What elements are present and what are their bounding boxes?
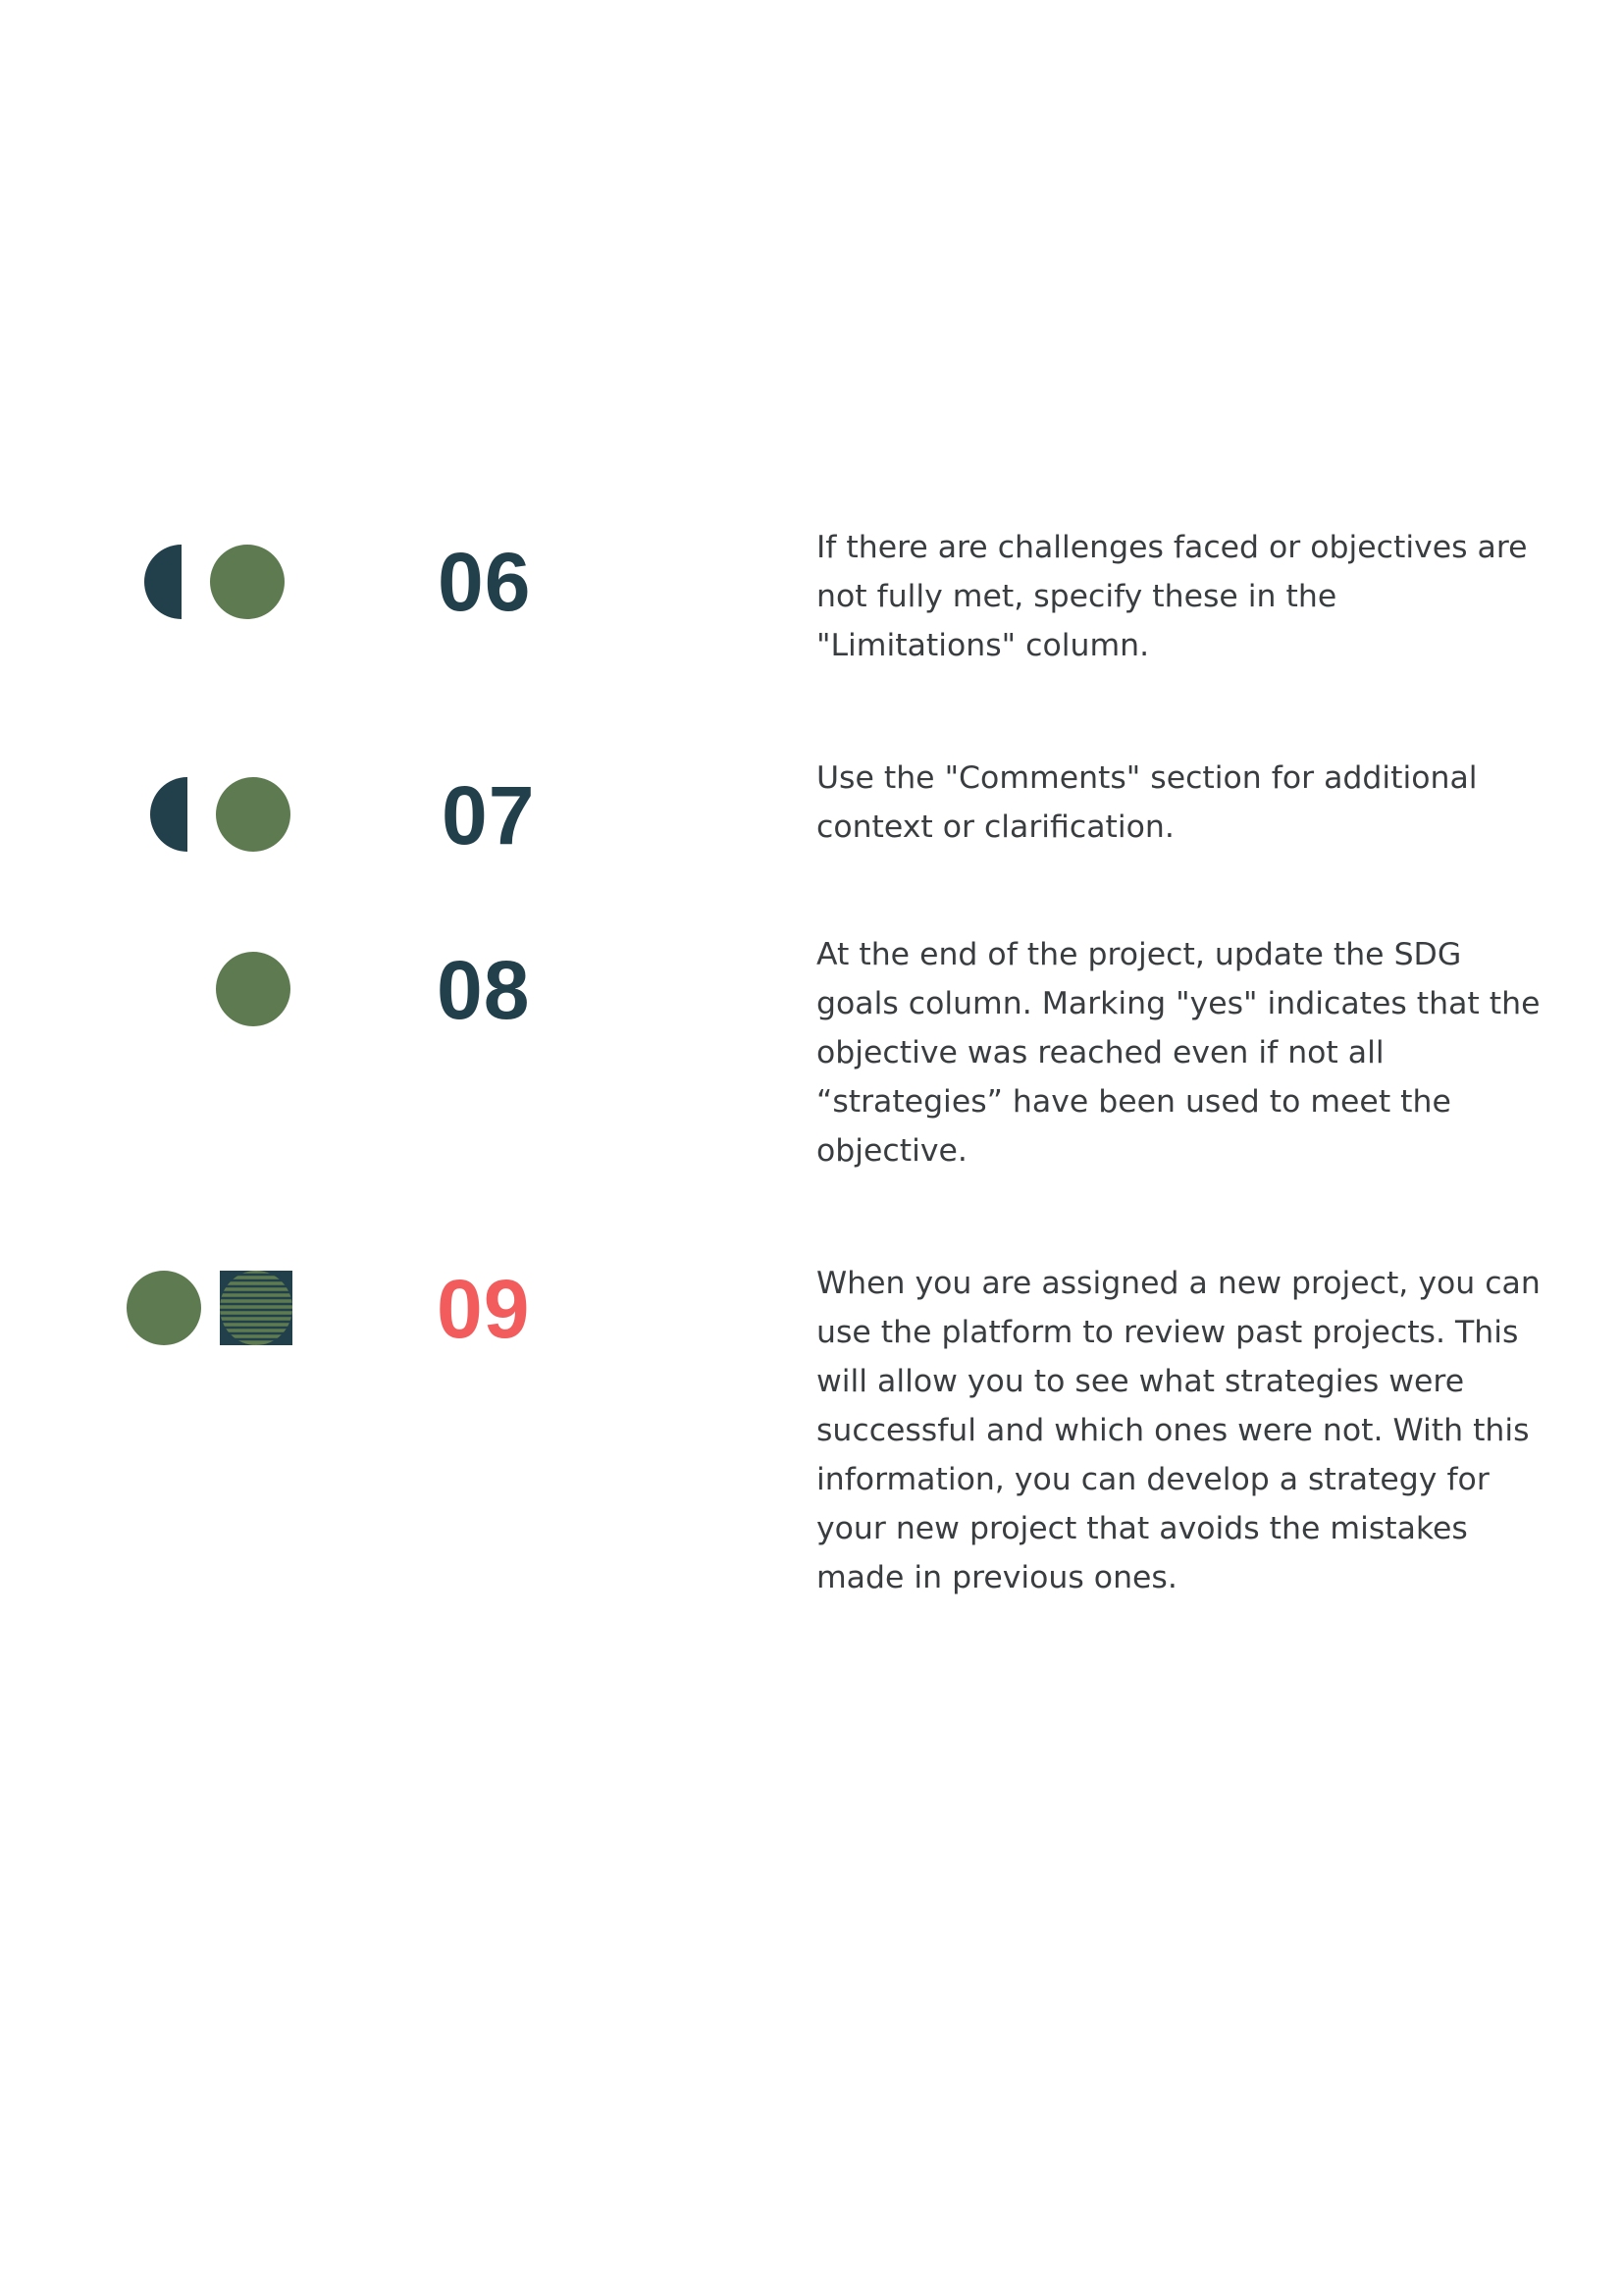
circle-icon bbox=[127, 1271, 201, 1345]
step-text: When you are assigned a new project, you can use the platform to review past projects. This will allow you to see what strategies were successful and which ones were not. With this information, you can develop a strategy for your new project that avoids the mistakes made in previous ones. bbox=[816, 1266, 1541, 1595]
step-number: 09 bbox=[437, 1263, 531, 1355]
step-number: 06 bbox=[438, 536, 532, 628]
step-text: If there are challenges faced or objectives are not fully met, specify these in the "Limitations" column. bbox=[816, 530, 1528, 663]
step-number: 08 bbox=[437, 944, 531, 1036]
striped-square-icon bbox=[220, 1271, 292, 1345]
half-circle-icon bbox=[144, 545, 182, 619]
circle-icon bbox=[210, 545, 285, 619]
step-text: Use the "Comments" section for additional context or clarification. bbox=[816, 760, 1478, 845]
circle-icon bbox=[216, 952, 290, 1026]
step-number: 07 bbox=[442, 769, 536, 861]
half-circle-icon bbox=[150, 777, 187, 852]
circle-icon bbox=[216, 777, 290, 852]
step-text: At the end of the project, update the SDG goals column. Marking "yes" indicates that the objective was reached even if not all “strategies” have been used to meet the objective. bbox=[816, 937, 1541, 1169]
